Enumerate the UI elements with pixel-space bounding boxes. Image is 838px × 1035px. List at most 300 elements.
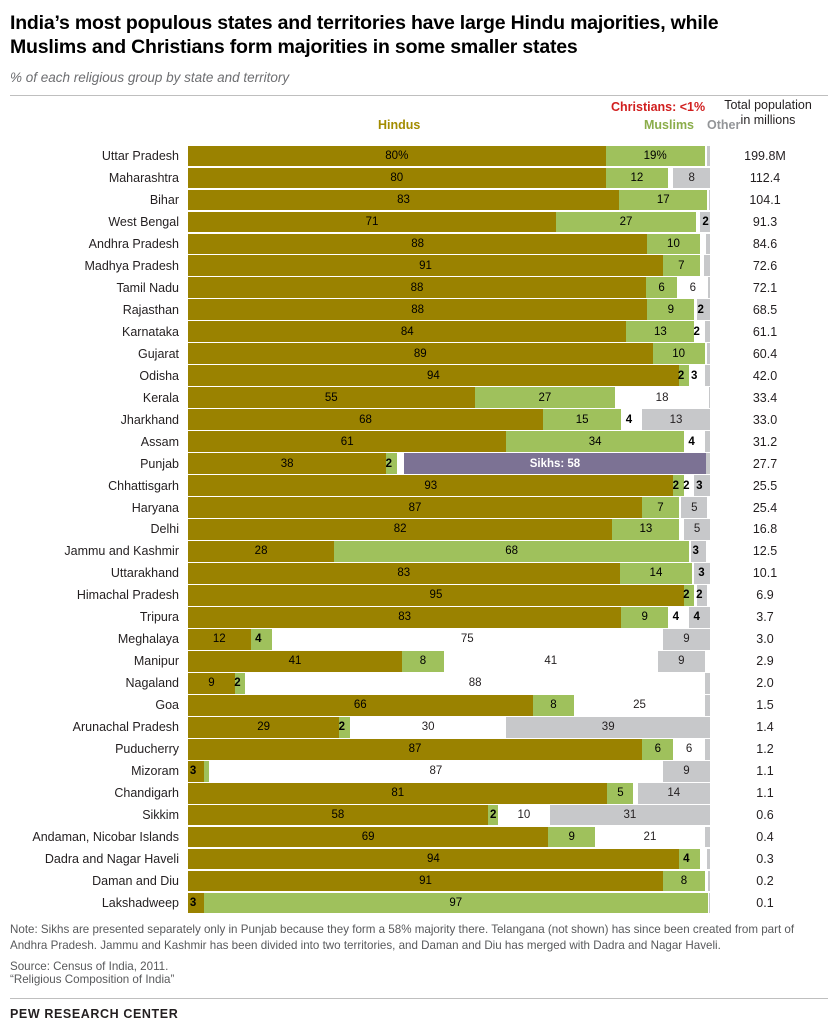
segment-value-label: 75 [460, 633, 474, 646]
segment-value-label: 87 [408, 743, 422, 756]
row-bar [188, 629, 710, 649]
bar-segment-other [708, 871, 710, 891]
segment-value-label: 10 [667, 237, 680, 250]
bar-segment-hindu [188, 409, 543, 429]
segment-value-label: Sikhs: 58 [529, 457, 581, 470]
segment-value-label-outside: 3 [692, 545, 699, 558]
bar-segment-hindu [188, 321, 626, 341]
row-bar [188, 651, 710, 671]
chart-row [10, 168, 828, 188]
row-bar [188, 299, 710, 319]
bar-segment-hindu [188, 431, 506, 451]
segment-value-label-outside: 2 [683, 589, 690, 602]
row-bar [188, 761, 710, 781]
row-state-label: Gujarat [138, 346, 179, 361]
segment-value-label-outside: 2 [693, 325, 700, 338]
chart-source: Source: Census of India, 2011. [10, 960, 169, 974]
chart-row [10, 739, 828, 759]
segment-value-label-outside: 4 [255, 633, 262, 646]
chart-row [10, 343, 828, 363]
bar-segment-muslim [684, 585, 694, 605]
segment-value-label: 13 [639, 523, 653, 536]
segment-value-label: 17 [656, 193, 670, 206]
segment-value-label: 94 [426, 369, 440, 382]
segment-value-label: 31 [623, 809, 637, 822]
row-total-population: 72.1 [752, 280, 778, 295]
bar-segment-hindu [188, 585, 684, 605]
segment-value-label: 27 [538, 391, 552, 404]
bar-segment-hindu [188, 761, 204, 781]
segment-value-label: 66 [353, 699, 367, 712]
bar-segment-christian [694, 321, 704, 341]
chart-page [0, 12, 838, 1035]
chart-row [10, 277, 828, 297]
row-total-population: 16.8 [752, 522, 778, 537]
row-state-label: Meghalaya [117, 632, 179, 647]
bar-segment-muslim [235, 673, 245, 693]
bar-segment-other [709, 387, 710, 407]
chart-row [10, 431, 828, 451]
row-bar [188, 387, 710, 407]
row-bar [188, 234, 710, 254]
bar-segment-other [705, 673, 710, 693]
row-bar [188, 497, 710, 517]
segment-value-label: 88 [411, 303, 425, 316]
bar-segment-hindu [188, 871, 663, 891]
row-bar [188, 739, 710, 759]
segment-value-label: 12 [212, 633, 226, 646]
row-state-label: Odisha [139, 368, 179, 383]
segment-value-label-outside: 3 [189, 897, 197, 910]
segment-value-label: 83 [398, 611, 412, 624]
chart-source-title: “Religious Composition of India” [10, 973, 175, 987]
bar-segment-christian [245, 673, 704, 693]
bar-segment-hindu [188, 783, 607, 803]
segment-value-label: 80% [385, 149, 409, 162]
chart-row [10, 629, 828, 649]
bar-segment-christian [615, 387, 709, 407]
bar-segment-christian [444, 651, 658, 671]
segment-value-label: 83 [397, 193, 410, 206]
bar-segment-hindu [188, 255, 663, 275]
bar-segment-hindu [188, 343, 653, 363]
bar-segment-muslim [506, 431, 683, 451]
bar-segment-other [707, 343, 710, 363]
bar-segment-muslim [619, 190, 707, 210]
segment-value-label: 34 [588, 435, 602, 448]
segment-value-label: 13 [654, 325, 667, 338]
bar-segment-muslim [606, 146, 705, 166]
bar-segment-hindu [188, 629, 251, 649]
bar-segment-other [694, 475, 710, 495]
segment-value-label-outside: 2 [489, 809, 497, 822]
bar-segment-muslim [673, 475, 683, 495]
segment-value-label: 21 [643, 831, 657, 844]
row-total-population: 6.9 [756, 588, 774, 603]
bar-segment-muslim [646, 277, 677, 297]
bar-segment-muslim [642, 497, 679, 517]
bar-segment-other [704, 255, 710, 275]
bar-segment-christian [350, 717, 507, 737]
bar-segment-christian [673, 739, 704, 759]
bar-segment-hindu [188, 893, 204, 913]
segment-value-label: 6 [685, 743, 693, 756]
row-total-population: 1.1 [756, 764, 774, 779]
segment-value-label: 6 [689, 281, 697, 294]
segment-value-label-outside: 2 [385, 457, 392, 470]
row-state-label: Tamil Nadu [116, 280, 179, 295]
segment-value-label: 83 [397, 567, 411, 580]
bar-segment-other [638, 783, 711, 803]
bar-segment-hindu [188, 497, 642, 517]
bar-segment-muslim [620, 563, 693, 583]
segment-value-label: 15 [575, 413, 589, 426]
total-population-header: Total population in millions [724, 97, 812, 128]
chart-row [10, 783, 828, 803]
chart-row [10, 475, 828, 495]
row-bar [188, 146, 710, 166]
chart-row [10, 717, 828, 737]
row-state-label: Rajasthan [122, 302, 179, 317]
bar-segment-other [550, 805, 710, 825]
segment-value-label-outside: 4 [688, 435, 695, 448]
bar-segment-other [697, 585, 707, 605]
segment-value-label: 91 [419, 259, 432, 272]
bar-segment-other [681, 497, 707, 517]
bar-segment-other [684, 519, 710, 539]
row-total-population: 1.2 [756, 742, 774, 757]
bar-segment-other [709, 893, 710, 913]
row-total-population: 112.4 [749, 170, 781, 185]
bar-segment-muslim [647, 234, 699, 254]
bar-segment-other [705, 321, 710, 341]
segment-value-label: 87 [429, 765, 443, 778]
segment-value-label: 9 [641, 611, 648, 624]
row-bar [188, 277, 710, 297]
segment-value-label: 14 [649, 567, 663, 580]
bar-segment-sikh [404, 453, 707, 473]
row-state-label: Puducherry [115, 742, 179, 757]
segment-value-label-outside: 4 [672, 611, 680, 624]
bar-segment-christian [668, 607, 689, 627]
chart-row [10, 827, 828, 847]
segment-value-label: 61 [340, 435, 354, 448]
row-state-label: West Bengal [108, 214, 179, 229]
bar-segment-muslim [663, 255, 700, 275]
segment-value-label: 71 [365, 215, 379, 228]
row-total-population: 25.4 [752, 500, 778, 515]
segment-value-label: 97 [449, 897, 463, 910]
bar-segment-muslim [402, 651, 444, 671]
segment-value-label: 9 [208, 677, 215, 690]
bar-segment-muslim [334, 541, 689, 561]
chart-row [10, 519, 828, 539]
segment-value-label: 38 [280, 457, 294, 470]
row-state-label: Dadra and Nagar Haveli [44, 852, 179, 867]
row-state-label: Madhya Pradesh [84, 258, 179, 273]
bar-segment-other [706, 453, 710, 473]
bar-segment-hindu [188, 651, 402, 671]
segment-value-label: 29 [257, 721, 271, 734]
bar-segment-hindu [188, 277, 646, 297]
bar-segment-other [707, 849, 710, 869]
bar-segment-muslim [339, 717, 349, 737]
bar-segment-hindu [188, 234, 647, 254]
row-bar [188, 453, 710, 473]
row-total-population: 25.5 [752, 478, 778, 493]
segment-value-label-outside: 3 [696, 479, 703, 492]
row-state-label: Uttar Pradesh [101, 148, 179, 163]
row-state-label: Punjab [140, 456, 179, 471]
row-bar [188, 190, 710, 210]
bar-segment-hindu [188, 827, 548, 847]
bar-segment-muslim [653, 343, 705, 363]
segment-value-label: 7 [657, 501, 664, 514]
bar-segment-other [705, 739, 710, 759]
segment-value-label: 12 [630, 171, 644, 184]
bar-segment-muslim [679, 849, 700, 869]
row-total-population: 61.1 [752, 324, 778, 339]
bar-segment-muslim [612, 519, 679, 539]
bar-segment-hindu [188, 190, 619, 210]
row-state-label: Delhi [150, 522, 179, 537]
segment-value-label: 6 [658, 281, 665, 294]
bar-segment-muslim [556, 212, 696, 232]
chart-row [10, 409, 828, 429]
row-total-population: 0.4 [756, 830, 774, 845]
segment-value-label: 58 [331, 809, 345, 822]
row-total-population: 3.0 [756, 632, 774, 647]
bar-segment-hindu [188, 212, 556, 232]
segment-value-label: 28 [254, 545, 268, 558]
segment-value-label: 55 [324, 391, 338, 404]
bar-segment-other [642, 409, 710, 429]
segment-value-label: 18 [655, 391, 669, 404]
row-total-population: 68.5 [752, 302, 778, 317]
segment-value-label-outside: 4 [683, 853, 690, 866]
row-total-population: 84.6 [752, 236, 778, 251]
bar-segment-other [705, 695, 710, 715]
bar-segment-other [673, 168, 710, 188]
segment-value-label: 10 [517, 809, 531, 822]
row-state-label: Nagaland [125, 676, 179, 691]
row-total-population: 0.2 [756, 874, 774, 889]
segment-value-label: 39 [601, 721, 615, 734]
segment-value-label-outside: 2 [677, 369, 685, 382]
row-bar [188, 343, 710, 363]
bar-segment-muslim [606, 168, 669, 188]
bar-segment-muslim [204, 893, 708, 913]
row-total-population: 12.5 [752, 544, 778, 559]
segment-value-label: 6 [654, 743, 661, 756]
row-total-population: 27.7 [752, 456, 778, 471]
segment-value-label-outside: 4 [625, 413, 633, 426]
bar-segment-hindu [188, 475, 673, 495]
chart-row [10, 805, 828, 825]
bar-segment-other [658, 651, 705, 671]
row-bar [188, 409, 710, 429]
row-state-label: Bihar [149, 192, 179, 207]
bar-segment-christian [684, 431, 705, 451]
row-bar [188, 321, 710, 341]
segment-value-label: 8 [688, 171, 695, 184]
row-state-label: Chhattisgarh [108, 478, 179, 493]
row-total-population: 72.6 [752, 258, 778, 273]
row-state-label: Maharashtra [108, 170, 179, 185]
bar-segment-christian [684, 475, 694, 495]
segment-value-label-outside: 2 [338, 721, 345, 734]
bar-segment-christian [272, 629, 664, 649]
segment-value-label-outside: 3 [189, 765, 197, 778]
bar-segment-muslim [475, 387, 616, 407]
footer-divider [10, 998, 828, 999]
bar-segment-hindu [188, 717, 339, 737]
legend-muslims: Muslims [644, 117, 695, 132]
bar-segment-hindu [188, 146, 606, 166]
chart-row [10, 212, 828, 232]
chart-row [10, 651, 828, 671]
bar-segment-muslim [647, 299, 694, 319]
chart-row [10, 585, 828, 605]
bar-segment-other [697, 299, 710, 319]
bar-segment-muslim [642, 739, 673, 759]
segment-value-label: 88 [411, 237, 425, 250]
bar-segment-muslim [621, 607, 668, 627]
segment-value-label: 30 [421, 721, 435, 734]
page-title: India’s most populous states and territories have large Hindu majorities, while Muslims and Christians form majorities in some smaller states [10, 12, 719, 58]
segment-value-label: 14 [667, 787, 681, 800]
bar-segment-other [691, 541, 707, 561]
chart-row [10, 849, 828, 869]
segment-value-label-outside: 3 [690, 369, 698, 382]
row-bar [188, 893, 710, 913]
segment-value-label: 9 [678, 655, 685, 668]
row-state-label: Chandigarh [114, 786, 179, 801]
legend-other: Other [707, 117, 741, 132]
row-bar [188, 431, 710, 451]
bar-segment-christian [209, 761, 663, 781]
bar-segment-muslim [626, 321, 694, 341]
row-total-population: 1.4 [756, 720, 774, 735]
row-bar [188, 717, 710, 737]
row-state-label: Karnataka [122, 324, 179, 339]
row-state-label: Andaman, Nicobar Islands [32, 830, 179, 845]
bar-segment-christian [498, 805, 550, 825]
bar-segment-muslim [533, 695, 575, 715]
bar-segment-christian [574, 695, 705, 715]
bar-segment-christian [689, 365, 705, 385]
legend-christians: Christians: <1% [611, 99, 706, 114]
segment-value-label-outside: 2 [697, 303, 704, 316]
segment-value-label: 94 [426, 853, 440, 866]
bar-segment-muslim [543, 409, 621, 429]
bar-segment-hindu [188, 607, 621, 627]
row-total-population: 60.4 [752, 346, 778, 361]
chart-note: Note: Sikhs are presented separately only in Punjab because they form a 58% majority there. Telangana (not shown) has since been created from part of Andhra Pradesh. Jammu and Kashmir has been divided into two territories, and Daman and Diu has merged with Dadra and Nagar Haveli. [10, 923, 795, 953]
row-state-label: Jharkhand [120, 412, 179, 427]
row-total-population: 2.0 [756, 676, 774, 691]
row-bar [188, 255, 710, 275]
row-state-label: Goa [155, 698, 179, 713]
row-state-label: Lakshadweep [101, 896, 179, 911]
row-state-label: Mizoram [131, 764, 179, 779]
bar-segment-muslim [663, 871, 705, 891]
segment-value-label: 84 [400, 325, 414, 338]
segment-value-label: 27 [619, 215, 633, 228]
row-total-population: 0.3 [756, 852, 774, 867]
segment-value-label-outside: 4 [693, 611, 700, 624]
chart-row [10, 761, 828, 781]
bar-segment-other [700, 212, 710, 232]
brand-label: PEW RESEARCH CENTER [10, 1007, 179, 1022]
row-bar [188, 871, 710, 891]
bar-segment-hindu [188, 365, 679, 385]
segment-value-label: 41 [288, 655, 302, 668]
chart-row [10, 673, 828, 693]
row-bar [188, 585, 710, 605]
bar-segment-muslim [679, 365, 689, 385]
segment-value-label: 5 [691, 501, 698, 514]
bar-segment-other [506, 717, 710, 737]
segment-value-label: 68 [359, 413, 372, 426]
bar-segment-hindu [188, 541, 334, 561]
row-state-label: Himachal Pradesh [76, 588, 179, 603]
segment-value-label: 9 [568, 831, 575, 844]
chart-row [10, 365, 828, 385]
segment-value-label-outside: 2 [702, 215, 709, 228]
segment-value-label: 13 [669, 413, 683, 426]
bar-segment-other [705, 431, 710, 451]
segment-value-label: 88 [468, 677, 482, 690]
segment-value-label: 68 [505, 545, 519, 558]
chart-row [10, 453, 828, 473]
segment-value-label: 88 [410, 281, 424, 294]
bar-segment-other [709, 190, 710, 210]
segment-value-label-outside: 2 [234, 677, 241, 690]
bar-segment-other [706, 234, 710, 254]
row-total-population: 0.1 [756, 896, 774, 911]
row-total-population: 33.0 [752, 412, 778, 427]
bar-segment-hindu [188, 453, 386, 473]
segment-value-label: 7 [678, 259, 685, 272]
bar-segment-hindu [188, 849, 679, 869]
bar-segment-hindu [188, 739, 642, 759]
segment-value-label: 9 [667, 303, 675, 316]
chart-row [10, 607, 828, 627]
row-state-label: Assam [140, 434, 179, 449]
segment-value-label-outside: 2 [696, 589, 703, 602]
bar-segment-christian [595, 827, 705, 847]
segment-value-label: 8 [550, 699, 557, 712]
bar-segment-other [694, 563, 710, 583]
segment-value-label: 5 [617, 787, 624, 800]
segment-value-label-outside: 3 [698, 567, 705, 580]
row-bar [188, 805, 710, 825]
bar-segment-other [689, 607, 710, 627]
row-total-population: 1.1 [756, 786, 774, 801]
segment-value-label: 82 [393, 523, 407, 536]
row-bar [188, 673, 710, 693]
row-state-label: Daman and Diu [92, 874, 179, 889]
bar-segment-other [663, 629, 710, 649]
row-bar [188, 607, 710, 627]
bar-segment-muslim [386, 453, 396, 473]
row-total-population: 104.1 [749, 192, 781, 207]
row-bar [188, 783, 710, 803]
row-total-population: 42.0 [752, 368, 778, 383]
chart-row [10, 387, 828, 407]
segment-value-label: 87 [408, 501, 422, 514]
